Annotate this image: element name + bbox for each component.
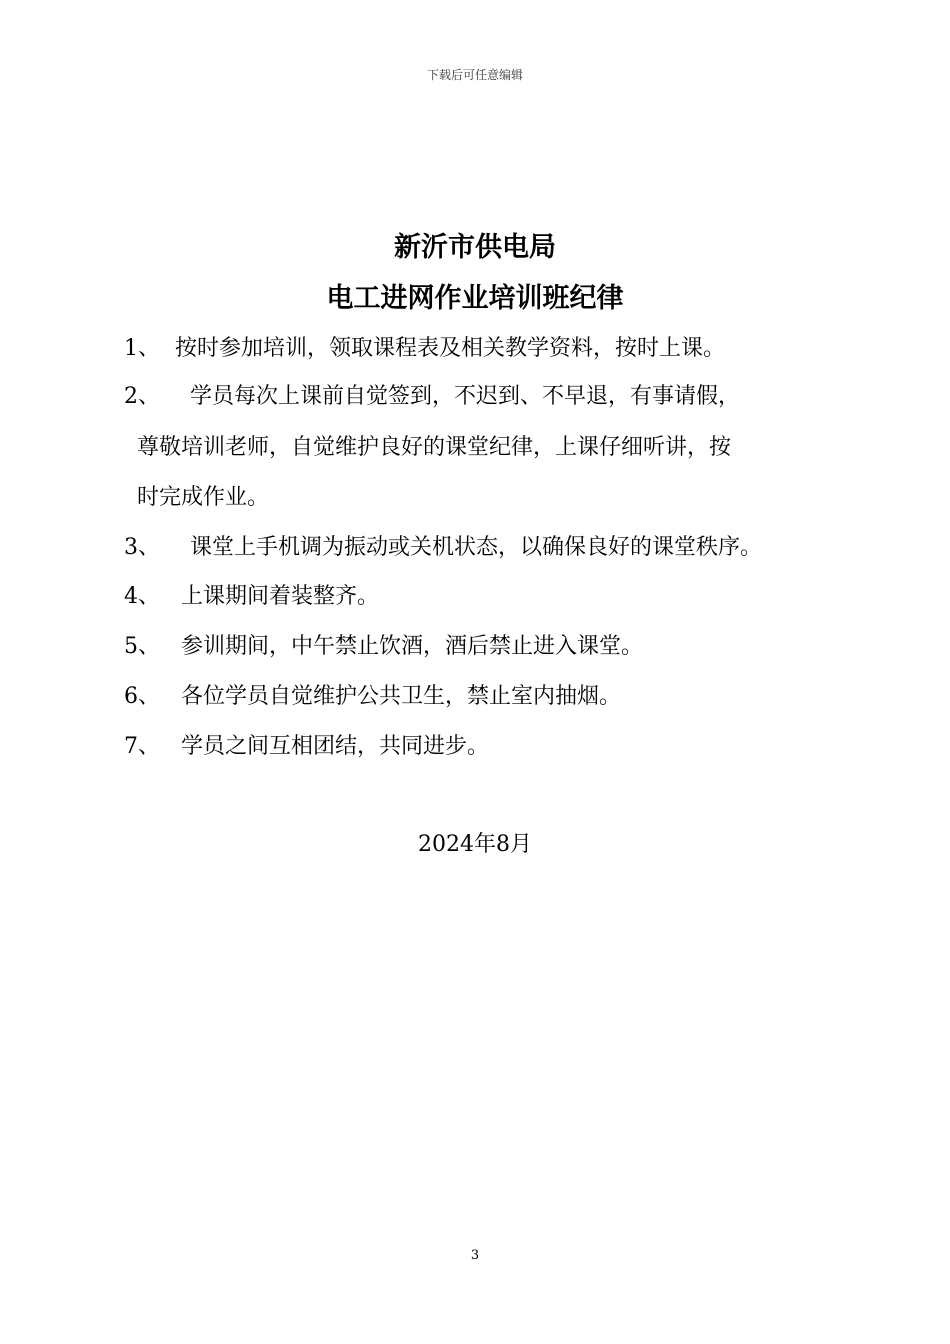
rule-text: 上课期间着装整齐。 bbox=[181, 584, 380, 609]
rule-text: 学员之间互相团结，共同进步。 bbox=[181, 734, 490, 759]
document-date: 2024年8月 bbox=[418, 832, 532, 857]
rule-number: 5、 bbox=[124, 634, 160, 659]
rule-text: 时完成作业。 bbox=[137, 485, 270, 510]
rule-number: 7、 bbox=[124, 734, 160, 759]
rule-number: 6、 bbox=[124, 684, 160, 709]
rule-text: 参训期间，中午禁止饮酒，酒后禁止进入课堂。 bbox=[181, 634, 644, 659]
rule-text: 尊敬培训老师，自觉维护良好的课堂纪律，上课仔细听讲，按 bbox=[137, 435, 732, 460]
document-title: 电工进网作业培训班纪律 bbox=[326, 283, 624, 314]
rule-number: 2、 bbox=[124, 384, 160, 409]
rule-number: 3、 bbox=[124, 535, 160, 560]
rule-text: 课堂上手机调为振动或关机状态，以确保良好的课堂秩序。 bbox=[190, 535, 763, 560]
rule-text: 按时参加培训，领取课程表及相关教学资料，按时上课。 bbox=[175, 336, 726, 361]
header-note: 下载后可任意编辑 bbox=[426, 68, 523, 82]
rule-number: 4、 bbox=[124, 584, 160, 609]
rule-text: 学员每次上课前自觉签到，不迟到、不早退，有事请假， bbox=[190, 384, 741, 409]
rule-text: 各位学员自觉维护公共卫生，禁止室内抽烟。 bbox=[181, 684, 622, 709]
rule-number: 1、 bbox=[124, 336, 160, 361]
page-number: 3 bbox=[470, 1248, 480, 1263]
document-title-organization: 新沂市供电局 bbox=[394, 232, 556, 263]
